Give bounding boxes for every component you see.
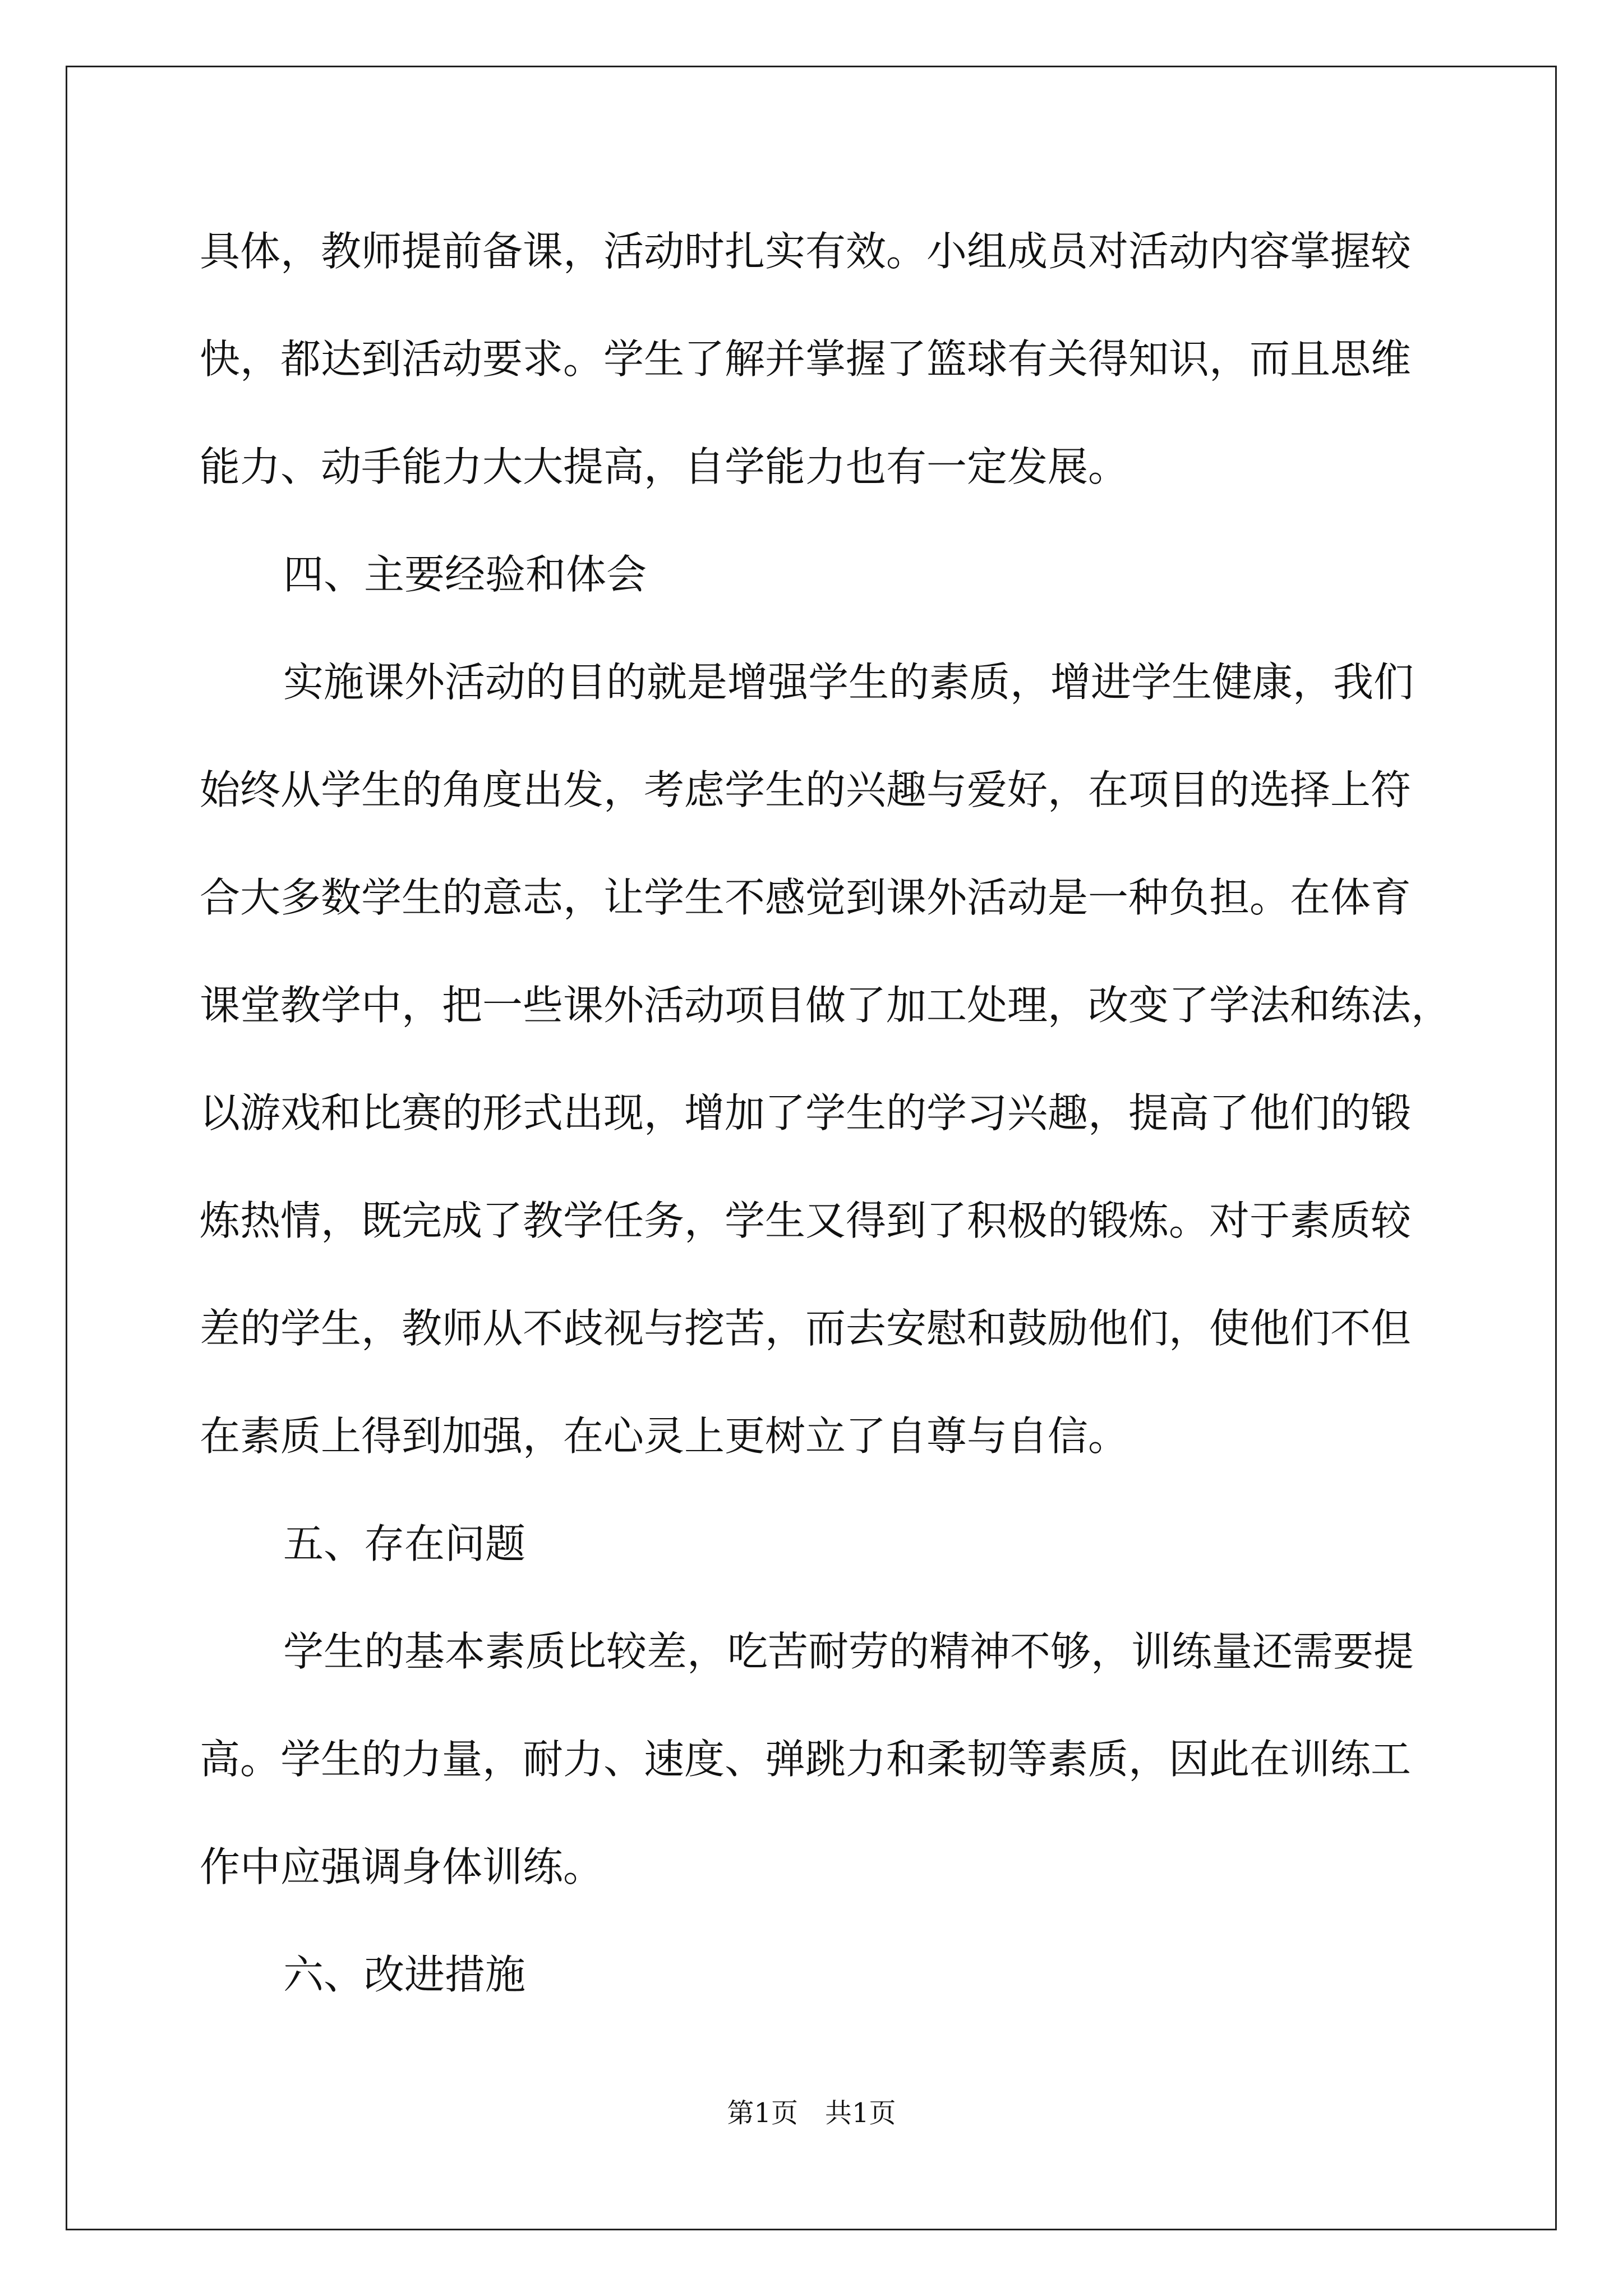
section-heading: 四、主要经验和体会 [283, 551, 647, 598]
page-footer [0, 2096, 1623, 2130]
paragraph-line: 能力、动手能力大大提高，自学能力也有一定发展。 [200, 443, 1129, 490]
paragraph-line: 实施课外活动的目的就是增强学生的素质，增进学生健康，我们 [283, 659, 1414, 706]
page-border [66, 66, 1557, 2230]
paragraph-line: 学生的基本素质比较差，吃苦耐劳的精神不够，训练量还需要提 [283, 1628, 1414, 1675]
section-heading: 六、改进措施 [283, 1951, 526, 1998]
section-heading: 五、存在问题 [283, 1520, 526, 1567]
paragraph-line: 差的学生，教师从不歧视与挖苦，而去安慰和鼓励他们，使他们不但 [200, 1305, 1412, 1352]
paragraph-line: 始终从学生的角度出发，考虑学生的兴趣与爱好，在项目的选择上符 [200, 766, 1412, 813]
paragraph-line: 作中应强调身体训练。 [200, 1843, 604, 1890]
paragraph-line: 快，都达到活动要求。学生了解并掌握了篮球有关得知识，而且思维 [200, 335, 1412, 383]
paragraph-line: 在素质上得到加强，在心灵上更树立了自尊与自信。 [200, 1412, 1129, 1460]
paragraph-line: 合大多数学生的意志，让学生不感觉到课外活动是一种负担。在体育 [200, 874, 1412, 921]
page-number-total: 共1页 [825, 2097, 896, 2129]
page-number-current: 第1页 [727, 2097, 798, 2129]
paragraph-line: 具体，教师提前备课，活动时扎实有效。小组成员对活动内容掌握较 [200, 228, 1412, 275]
paragraph-line: 以游戏和比赛的形式出现，增加了学生的学习兴趣，提高了他们的锻 [200, 1089, 1412, 1137]
paragraph-line: 高。学生的力量，耐力、速度、弹跳力和柔韧等素质，因此在训练工 [200, 1736, 1412, 1783]
paragraph-line: 课堂教学中，把一些课外活动项目做了加工处理，改变了学法和练法， [200, 982, 1452, 1029]
paragraph-line: 炼热情，既完成了教学任务，学生又得到了积极的锻炼。对于素质较 [200, 1197, 1412, 1244]
